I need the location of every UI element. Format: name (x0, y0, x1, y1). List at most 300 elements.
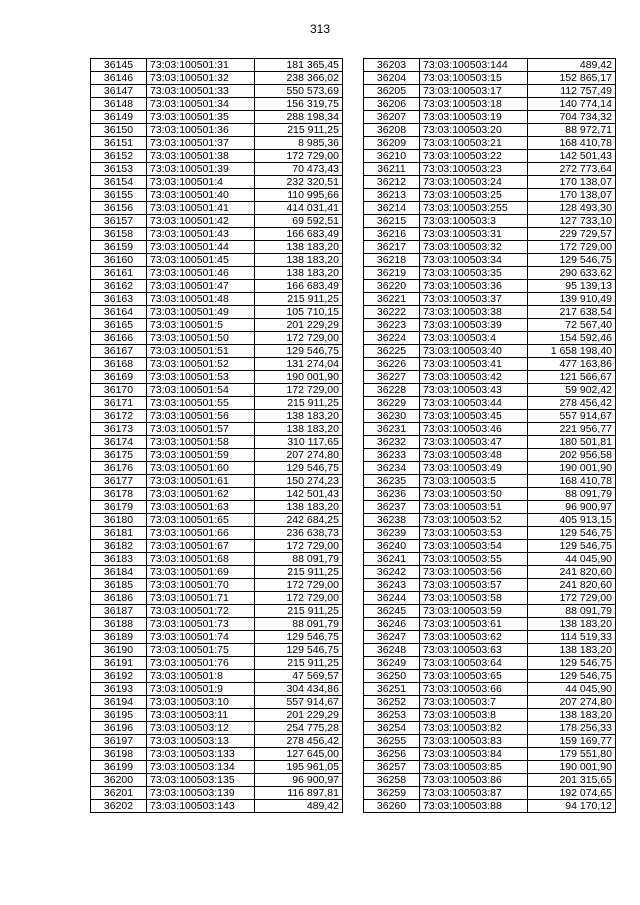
table-row (364, 605, 616, 618)
row-number-cell: 36235 (364, 475, 420, 488)
cadastral-number-cell: 73:03:100503:61 (420, 618, 528, 631)
row-number-cell: 36241 (364, 553, 420, 566)
table-row (364, 501, 616, 514)
amount-cell: 172 729,00 (255, 332, 343, 345)
row-number-cell: 36218 (364, 254, 420, 267)
cadastral-number-cell: 73:03:100501:4 (147, 176, 255, 189)
table-row (91, 176, 343, 189)
amount-cell: 172 729,00 (528, 241, 616, 254)
amount-cell: 138 183,20 (255, 410, 343, 423)
table-row (91, 735, 343, 748)
row-number-cell: 36181 (91, 527, 147, 540)
table-row (91, 748, 343, 761)
table-row (91, 163, 343, 176)
cadastral-number-cell: 73:03:100503:7 (420, 696, 528, 709)
table-row (91, 683, 343, 696)
row-number-cell: 36157 (91, 215, 147, 228)
amount-cell: 8 985,36 (255, 137, 343, 150)
table-row (91, 332, 343, 345)
cadastral-number-cell: 73:03:100503:46 (420, 423, 528, 436)
row-number-cell: 36247 (364, 631, 420, 644)
cadastral-number-cell: 73:03:100501:33 (147, 85, 255, 98)
row-number-cell: 36223 (364, 319, 420, 332)
amount-cell: 88 091,79 (255, 618, 343, 631)
row-number-cell: 36192 (91, 670, 147, 683)
row-number-cell: 36245 (364, 605, 420, 618)
amount-cell: 215 911,25 (255, 293, 343, 306)
row-number-cell: 36236 (364, 488, 420, 501)
row-number-cell: 36243 (364, 579, 420, 592)
amount-cell: 236 638,73 (255, 527, 343, 540)
table-row (91, 137, 343, 150)
row-number-cell: 36230 (364, 410, 420, 423)
row-number-cell: 36186 (91, 592, 147, 605)
amount-cell: 88 091,79 (528, 488, 616, 501)
table-row (364, 683, 616, 696)
row-number-cell: 36216 (364, 228, 420, 241)
row-number-cell: 36149 (91, 111, 147, 124)
table-row (91, 579, 343, 592)
amount-cell: 172 729,00 (528, 592, 616, 605)
amount-cell: 88 091,79 (255, 553, 343, 566)
amount-cell: 178 256,33 (528, 722, 616, 735)
cadastral-number-cell: 73:03:100501:68 (147, 553, 255, 566)
cadastral-number-cell: 73:03:100501:41 (147, 202, 255, 215)
cadastral-number-cell: 73:03:100503:35 (420, 267, 528, 280)
cadastral-number-cell: 73:03:100501:48 (147, 293, 255, 306)
table-row (91, 267, 343, 280)
row-number-cell: 36215 (364, 215, 420, 228)
row-number-cell: 36206 (364, 98, 420, 111)
amount-cell: 207 274,80 (255, 449, 343, 462)
cadastral-number-cell: 73:03:100503:3 (420, 215, 528, 228)
cadastral-number-cell: 73:03:100501:57 (147, 423, 255, 436)
cadastral-number-cell: 73:03:100503:52 (420, 514, 528, 527)
row-number-cell: 36158 (91, 228, 147, 241)
cadastral-number-cell: 73:03:100503:65 (420, 670, 528, 683)
amount-cell: 138 183,20 (255, 267, 343, 280)
cadastral-number-cell: 73:03:100503:10 (147, 696, 255, 709)
cadastral-number-cell: 73:03:100503:54 (420, 540, 528, 553)
table-row (364, 384, 616, 397)
table-row (91, 670, 343, 683)
amount-cell: 96 900,97 (528, 501, 616, 514)
row-number-cell: 36208 (364, 124, 420, 137)
amount-cell: 116 897,81 (255, 787, 343, 800)
cadastral-number-cell: 73:03:100503:83 (420, 735, 528, 748)
row-number-cell: 36214 (364, 202, 420, 215)
cadastral-number-cell: 73:03:100501:75 (147, 644, 255, 657)
table-row (364, 423, 616, 436)
row-number-cell: 36234 (364, 462, 420, 475)
row-number-cell: 36193 (91, 683, 147, 696)
table-row (364, 657, 616, 670)
amount-cell: 192 074,65 (528, 787, 616, 800)
row-number-cell: 36205 (364, 85, 420, 98)
amount-cell: 166 683,49 (255, 228, 343, 241)
row-number-cell: 36228 (364, 384, 420, 397)
amount-cell: 138 183,20 (255, 423, 343, 436)
row-number-cell: 36226 (364, 358, 420, 371)
amount-cell: 129 546,75 (528, 540, 616, 553)
amount-cell: 110 995,66 (255, 189, 343, 202)
row-number-cell: 36146 (91, 72, 147, 85)
row-number-cell: 36209 (364, 137, 420, 150)
amount-cell: 129 546,75 (255, 631, 343, 644)
table-row (91, 371, 343, 384)
table-row (364, 85, 616, 98)
amount-cell: 129 546,75 (528, 527, 616, 540)
table-row (364, 332, 616, 345)
table-row (364, 774, 616, 787)
amount-cell: 550 573,69 (255, 85, 343, 98)
amount-cell: 180 501,81 (528, 436, 616, 449)
cadastral-number-cell: 73:03:100501:50 (147, 332, 255, 345)
amount-cell: 142 501,43 (528, 150, 616, 163)
table-row (91, 397, 343, 410)
table-row (91, 241, 343, 254)
cadastral-number-cell: 73:03:100501:52 (147, 358, 255, 371)
cadastral-number-cell: 73:03:100503:49 (420, 462, 528, 475)
amount-cell: 414 031,41 (255, 202, 343, 215)
row-number-cell: 36185 (91, 579, 147, 592)
cadastral-number-cell: 73:03:100501:56 (147, 410, 255, 423)
amount-cell: 288 198,34 (255, 111, 343, 124)
table-row (364, 345, 616, 358)
row-number-cell: 36170 (91, 384, 147, 397)
cadastral-number-cell: 73:03:100503:31 (420, 228, 528, 241)
table-row (91, 787, 343, 800)
cadastral-number-cell: 73:03:100503:47 (420, 436, 528, 449)
left-registry-table (90, 58, 343, 813)
table-row (364, 111, 616, 124)
row-number-cell: 36184 (91, 566, 147, 579)
amount-cell: 168 410,78 (528, 475, 616, 488)
amount-cell: 121 566,67 (528, 371, 616, 384)
row-number-cell: 36213 (364, 189, 420, 202)
cadastral-number-cell: 73:03:100503:85 (420, 761, 528, 774)
row-number-cell: 36242 (364, 566, 420, 579)
table-row (364, 592, 616, 605)
table-row (364, 124, 616, 137)
cadastral-number-cell: 73:03:100501:58 (147, 436, 255, 449)
table-row (364, 566, 616, 579)
amount-cell: 557 914,67 (255, 696, 343, 709)
cadastral-number-cell: 73:03:100501:31 (147, 59, 255, 72)
row-number-cell: 36173 (91, 423, 147, 436)
table-row (364, 306, 616, 319)
table-row (91, 111, 343, 124)
row-number-cell: 36259 (364, 787, 420, 800)
table-row (91, 280, 343, 293)
table-row (91, 514, 343, 527)
cadastral-number-cell: 73:03:100501:69 (147, 566, 255, 579)
row-number-cell: 36188 (91, 618, 147, 631)
amount-cell: 207 274,80 (528, 696, 616, 709)
amount-cell: 129 546,75 (528, 254, 616, 267)
cadastral-number-cell: 73:03:100501:36 (147, 124, 255, 137)
row-number-cell: 36232 (364, 436, 420, 449)
table-row (91, 85, 343, 98)
cadastral-number-cell: 73:03:100501:66 (147, 527, 255, 540)
amount-cell: 217 638,54 (528, 306, 616, 319)
amount-cell: 405 913,15 (528, 514, 616, 527)
amount-cell: 201 315,65 (528, 774, 616, 787)
cadastral-number-cell: 73:03:100503:59 (420, 605, 528, 618)
table-row (91, 202, 343, 215)
row-number-cell: 36190 (91, 644, 147, 657)
amount-cell: 131 274,04 (255, 358, 343, 371)
cadastral-number-cell: 73:03:100501:72 (147, 605, 255, 618)
amount-cell: 138 183,20 (255, 501, 343, 514)
table-row (91, 98, 343, 111)
table-row (91, 423, 343, 436)
cadastral-number-cell: 73:03:100501:59 (147, 449, 255, 462)
row-number-cell: 36155 (91, 189, 147, 202)
amount-cell: 290 633,62 (528, 267, 616, 280)
cadastral-number-cell: 73:03:100503:86 (420, 774, 528, 787)
row-number-cell: 36202 (91, 800, 147, 813)
cadastral-number-cell: 73:03:100503:42 (420, 371, 528, 384)
cadastral-number-cell: 73:03:100503:139 (147, 787, 255, 800)
amount-cell: 254 775,28 (255, 722, 343, 735)
table-row (364, 722, 616, 735)
cadastral-number-cell: 73:03:100503:15 (420, 72, 528, 85)
cadastral-number-cell: 73:03:100501:63 (147, 501, 255, 514)
row-number-cell: 36258 (364, 774, 420, 787)
cadastral-number-cell: 73:03:100503:37 (420, 293, 528, 306)
row-number-cell: 36168 (91, 358, 147, 371)
amount-cell: 168 410,78 (528, 137, 616, 150)
row-number-cell: 36169 (91, 371, 147, 384)
amount-cell: 154 592,46 (528, 332, 616, 345)
row-number-cell: 36254 (364, 722, 420, 735)
amount-cell: 477 163,86 (528, 358, 616, 371)
row-number-cell: 36183 (91, 553, 147, 566)
row-number-cell: 36162 (91, 280, 147, 293)
row-number-cell: 36191 (91, 657, 147, 670)
table-row (364, 410, 616, 423)
amount-cell: 172 729,00 (255, 592, 343, 605)
table-row (91, 228, 343, 241)
table-row (364, 371, 616, 384)
table-row (364, 618, 616, 631)
amount-cell: 172 729,00 (255, 384, 343, 397)
table-row (364, 319, 616, 332)
cadastral-number-cell: 73:03:100503:43 (420, 384, 528, 397)
table-row (364, 514, 616, 527)
row-number-cell: 36256 (364, 748, 420, 761)
cadastral-number-cell: 73:03:100501:38 (147, 150, 255, 163)
row-number-cell: 36163 (91, 293, 147, 306)
cadastral-number-cell: 73:03:100501:74 (147, 631, 255, 644)
cadastral-number-cell: 73:03:100503:25 (420, 189, 528, 202)
row-number-cell: 36201 (91, 787, 147, 800)
cadastral-number-cell: 73:03:100501:62 (147, 488, 255, 501)
cadastral-number-cell: 73:03:100501:40 (147, 189, 255, 202)
table-row (364, 189, 616, 202)
row-number-cell: 36222 (364, 306, 420, 319)
row-number-cell: 36189 (91, 631, 147, 644)
row-number-cell: 36238 (364, 514, 420, 527)
row-number-cell: 36240 (364, 540, 420, 553)
amount-cell: 190 001,90 (528, 462, 616, 475)
cadastral-number-cell: 73:03:100503:133 (147, 748, 255, 761)
amount-cell: 241 820,60 (528, 566, 616, 579)
cadastral-number-cell: 73:03:100503:64 (420, 657, 528, 670)
table-row (364, 176, 616, 189)
row-number-cell: 36239 (364, 527, 420, 540)
cadastral-number-cell: 73:03:100501:51 (147, 345, 255, 358)
cadastral-number-cell: 73:03:100503:135 (147, 774, 255, 787)
table-row (364, 449, 616, 462)
table-row (91, 722, 343, 735)
cadastral-number-cell: 73:03:100501:45 (147, 254, 255, 267)
cadastral-number-cell: 73:03:100503:41 (420, 358, 528, 371)
cadastral-number-cell: 73:03:100503:53 (420, 527, 528, 540)
cadastral-number-cell: 73:03:100503:48 (420, 449, 528, 462)
row-number-cell: 36194 (91, 696, 147, 709)
row-number-cell: 36221 (364, 293, 420, 306)
row-number-cell: 36225 (364, 345, 420, 358)
table-row (364, 488, 616, 501)
amount-cell: 238 366,02 (255, 72, 343, 85)
amount-cell: 229 729,57 (528, 228, 616, 241)
cadastral-number-cell: 73:03:100503:5 (420, 475, 528, 488)
table-row (91, 345, 343, 358)
row-number-cell: 36199 (91, 761, 147, 774)
amount-cell: 202 956,58 (528, 449, 616, 462)
amount-cell: 170 138,07 (528, 176, 616, 189)
row-number-cell: 36180 (91, 514, 147, 527)
amount-cell: 215 911,25 (255, 605, 343, 618)
amount-cell: 128 493,30 (528, 202, 616, 215)
table-row (364, 527, 616, 540)
amount-cell: 129 546,75 (528, 657, 616, 670)
cadastral-number-cell: 73:03:100503:24 (420, 176, 528, 189)
cadastral-number-cell: 73:03:100501:70 (147, 579, 255, 592)
table-row (364, 631, 616, 644)
amount-cell: 195 961,05 (255, 761, 343, 774)
table-row (364, 163, 616, 176)
amount-cell: 138 183,20 (255, 241, 343, 254)
row-number-cell: 36237 (364, 501, 420, 514)
table-row (364, 241, 616, 254)
table-row (364, 696, 616, 709)
row-number-cell: 36244 (364, 592, 420, 605)
amount-cell: 88 091,79 (528, 605, 616, 618)
amount-cell: 272 773,64 (528, 163, 616, 176)
table-row (91, 501, 343, 514)
row-number-cell: 36246 (364, 618, 420, 631)
cadastral-number-cell: 73:03:100503:87 (420, 787, 528, 800)
row-number-cell: 36154 (91, 176, 147, 189)
table-row (364, 72, 616, 85)
table-row (91, 774, 343, 787)
row-number-cell: 36260 (364, 800, 420, 813)
amount-cell: 44 045,90 (528, 683, 616, 696)
table-row (364, 709, 616, 722)
amount-cell: 112 757,49 (528, 85, 616, 98)
amount-cell: 489,42 (528, 59, 616, 72)
table-row (91, 72, 343, 85)
cadastral-number-cell: 73:03:100501:65 (147, 514, 255, 527)
table-row (364, 267, 616, 280)
table-row (91, 124, 343, 137)
cadastral-number-cell: 73:03:100503:50 (420, 488, 528, 501)
amount-cell: 95 139,13 (528, 280, 616, 293)
cadastral-number-cell: 73:03:100501:35 (147, 111, 255, 124)
table-row (91, 410, 343, 423)
row-number-cell: 36217 (364, 241, 420, 254)
table-row (364, 137, 616, 150)
cadastral-number-cell: 73:03:100501:42 (147, 215, 255, 228)
amount-cell: 201 229,29 (255, 709, 343, 722)
amount-cell: 232 320,51 (255, 176, 343, 189)
table-row (91, 449, 343, 462)
amount-cell: 129 546,75 (528, 670, 616, 683)
cadastral-number-cell: 73:03:100501:49 (147, 306, 255, 319)
cadastral-number-cell: 73:03:100501:9 (147, 683, 255, 696)
cadastral-number-cell: 73:03:100501:43 (147, 228, 255, 241)
cadastral-number-cell: 73:03:100503:143 (147, 800, 255, 813)
amount-cell: 129 546,75 (255, 644, 343, 657)
cadastral-number-cell: 73:03:100501:34 (147, 98, 255, 111)
row-number-cell: 36166 (91, 332, 147, 345)
row-number-cell: 36212 (364, 176, 420, 189)
table-row (91, 462, 343, 475)
table-row (364, 670, 616, 683)
cadastral-number-cell: 73:03:100503:56 (420, 566, 528, 579)
table-row (364, 358, 616, 371)
table-row (91, 150, 343, 163)
row-number-cell: 36224 (364, 332, 420, 345)
table-row (91, 306, 343, 319)
amount-cell: 127 645,00 (255, 748, 343, 761)
table-row (91, 644, 343, 657)
amount-cell: 150 274,23 (255, 475, 343, 488)
table-row (91, 527, 343, 540)
amount-cell: 44 045,90 (528, 553, 616, 566)
right-registry-table (363, 58, 616, 813)
cadastral-number-cell: 73:03:100503:51 (420, 501, 528, 514)
row-number-cell: 36160 (91, 254, 147, 267)
row-number-cell: 36250 (364, 670, 420, 683)
table-row (364, 735, 616, 748)
row-number-cell: 36249 (364, 657, 420, 670)
cadastral-number-cell: 73:03:100503:34 (420, 254, 528, 267)
table-row (91, 189, 343, 202)
cadastral-number-cell: 73:03:100503:45 (420, 410, 528, 423)
row-number-cell: 36153 (91, 163, 147, 176)
amount-cell: 172 729,00 (255, 579, 343, 592)
row-number-cell: 36174 (91, 436, 147, 449)
row-number-cell: 36200 (91, 774, 147, 787)
row-number-cell: 36252 (364, 696, 420, 709)
amount-cell: 241 820,60 (528, 579, 616, 592)
amount-cell: 69 592,51 (255, 215, 343, 228)
amount-cell: 156 319,75 (255, 98, 343, 111)
amount-cell: 557 914,67 (528, 410, 616, 423)
cadastral-number-cell: 73:03:100501:71 (147, 592, 255, 605)
cadastral-number-cell: 73:03:100503:22 (420, 150, 528, 163)
row-number-cell: 36210 (364, 150, 420, 163)
amount-cell: 139 910,49 (528, 293, 616, 306)
cadastral-number-cell: 73:03:100501:8 (147, 670, 255, 683)
cadastral-number-cell: 73:03:100503:57 (420, 579, 528, 592)
row-number-cell: 36161 (91, 267, 147, 280)
table-row (91, 566, 343, 579)
